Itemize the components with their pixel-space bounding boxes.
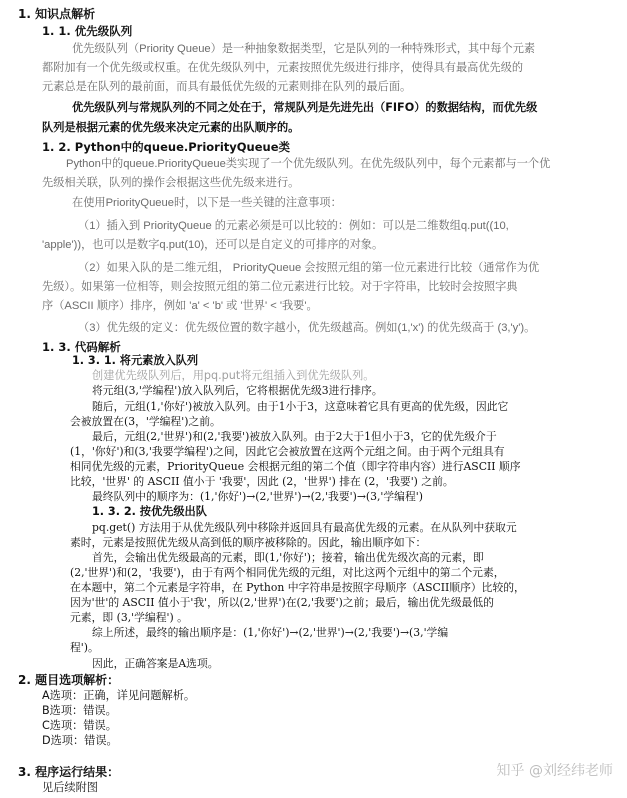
program-result-note: 见后续附图 <box>42 781 98 794</box>
watermark: 知乎 @刘经纬老师 <box>496 763 613 779</box>
list-item-line: （1）插入到 PriorityQueue 的元素必须是可以比较的：例如：可以是二维数组q.put((10, <box>78 220 509 232</box>
section-1-1-title: 1. 1. 优先级队列 <box>42 24 133 38</box>
code-explanation-line: 最后，元组(2,'世界')和(2,'我要')被放入队列。由于2大于1但小于3，它的优先级介于 <box>92 430 497 443</box>
option-line-d: D选项：错误。 <box>42 734 118 747</box>
option-line-c: C选项：错误。 <box>42 719 117 732</box>
section-1-2-title: 1. 2. Python中的queue.PriorityQueue类 <box>42 140 291 154</box>
paragraph-line: 优先级队列（Priority Queue）是一种抽象数据类型，它是队列的一种特殊形式，其中每个元素 <box>72 43 536 55</box>
list-item-line: 序（ASCII 顺序）排序，例如 'a' < 'b' 或 '世界' < '我要'。 <box>42 300 318 312</box>
section-1-3-2-title: 1. 3. 2. 按优先级出队 <box>92 505 207 518</box>
option-line-a: A选项：正确，详见问题解析。 <box>42 689 196 702</box>
paragraph-line: 都附加有一个优先级或权重。在优先级队列中，元素按照优先级进行排序，使得具有最高优先级的 <box>42 62 524 74</box>
code-explanation-line: 因为'世'的 ASCII 值小于'我'，所以(2,'世界')在(2,'我要')之前；最后，输出优先级最低的 <box>70 596 494 609</box>
code-explanation-line: 素时，元素是按照优先级从高到低的顺序被移除的。因此，输出顺序如下： <box>70 536 427 549</box>
list-item-line: （2）如果入队的是二维元组， PriorityQueue 会按照元组的第一位元素进行比较（通常作为优 <box>78 262 540 274</box>
code-explanation-line: 最终队列中的顺序为：(1,'你好')→(2,'世界')→(2,'我要')→(3,'学编程') <box>92 490 423 503</box>
list-item-line: 'apple'))，也可以是数字q.put(10)，还可以是自定义的可排序的对象。 <box>42 239 384 251</box>
section-2-title: 2. 题目选项解析： <box>18 673 120 687</box>
paragraph-line: 元素总是在队列的最前面，而具有最低优先级的元素则排在队列的最后面。 <box>42 81 412 93</box>
list-item-line: 先级）。如果第一位相等，则会按照元组的第二位元素进行比较。对于字符串，比较时会按照字典 <box>42 281 518 293</box>
code-explanation-line: 比较，'世界' 的 ASCII 值小于 '我要'，因此 (2，'世界') 排在 (2，'我要') 之前。 <box>70 475 454 488</box>
code-explanation-line: 首先，会输出优先级最高的元素，即(1,'你好')；接着，输出优先级次高的元素，即 <box>92 551 484 564</box>
code-explanation-line: pq.get() 方法用于从优先级队列中移除并返回具有最高优先级的元素。在从队列中获取元 <box>92 521 517 534</box>
paragraph-line: 先级相关联，队列的操作会根据这些优先级来进行。 <box>42 177 300 189</box>
code-explanation-line: 因此，正确答案是A选项。 <box>92 657 219 670</box>
code-explanation-line: 元素，即 (3,'学编程') 。 <box>70 611 188 624</box>
list-item-line: （3）优先级的定义：优先级位置的数字越小，优先级越高。例如(1,'x') 的优先级高于 (3,'y')。 <box>78 322 536 334</box>
paragraph-line: 优先级队列与常规队列的不同之处在于，常规队列是先进先出（FIFO）的数据结构，而优先级 <box>72 101 538 114</box>
code-explanation-line: 将元组(3,'学编程')放入队列后，它将根据优先级3进行排序。 <box>92 384 383 397</box>
code-explanation-line: 创建优先级队列后，用pq.put将元组插入到优先级队列。 <box>92 369 375 382</box>
paragraph-line: 队列是根据元素的优先级来决定元素的出队顺序的。 <box>42 121 300 134</box>
code-explanation-line: 在本题中，第二个元素是字符串，在 Python 中字符串是按照字母顺序（ASCII顺序）比较的， <box>70 581 525 594</box>
code-explanation-line: (2,'世界')和(2，'我要')，由于有两个相同优先级的元组，对比这两个元组中的第二个元素， <box>70 566 505 579</box>
code-explanation-line: 会被放置在(3，'学编程')之前。 <box>70 415 221 428</box>
code-explanation-line: 随后，元组(1,'你好')被放入队列。由于1小于3，这意味着它具有更高的优先级，因此它 <box>92 400 509 413</box>
paragraph-line: 在使用PriorityQueue时，以下是一些关键的注意事项： <box>72 197 342 209</box>
section-1-3-title: 1. 3. 代码解析 <box>42 340 121 354</box>
code-explanation-line: 综上所述，最终的输出顺序是：(1,'你好')→(2,'世界')→(2,'我要')→(3,'学编 <box>92 626 449 639</box>
paragraph-line: Python中的queue.PriorityQueue类实现了一个优先级队列。在优先级队列中，每个元素都与一个优 <box>66 158 551 170</box>
section-1-title: 1. 知识点解析 <box>18 7 96 21</box>
code-explanation-line: (1，'你好')和(3,'我要学编程')之间，因此它会被放置在这两个元组之间。由于两个元组具有 <box>70 445 505 458</box>
section-1-3-1-title: 1. 3. 1. 将元素放入队列 <box>72 354 199 367</box>
section-3-title: 3. 程序运行结果： <box>18 765 120 779</box>
option-line-b: B选项：错误。 <box>42 704 117 717</box>
code-explanation-line: 相同优先级的元素，PriorityQueue 会根据元组的第二个值（即字符串内容）进行ASCII 顺序 <box>70 460 521 473</box>
code-explanation-line: 程')。 <box>70 641 99 654</box>
